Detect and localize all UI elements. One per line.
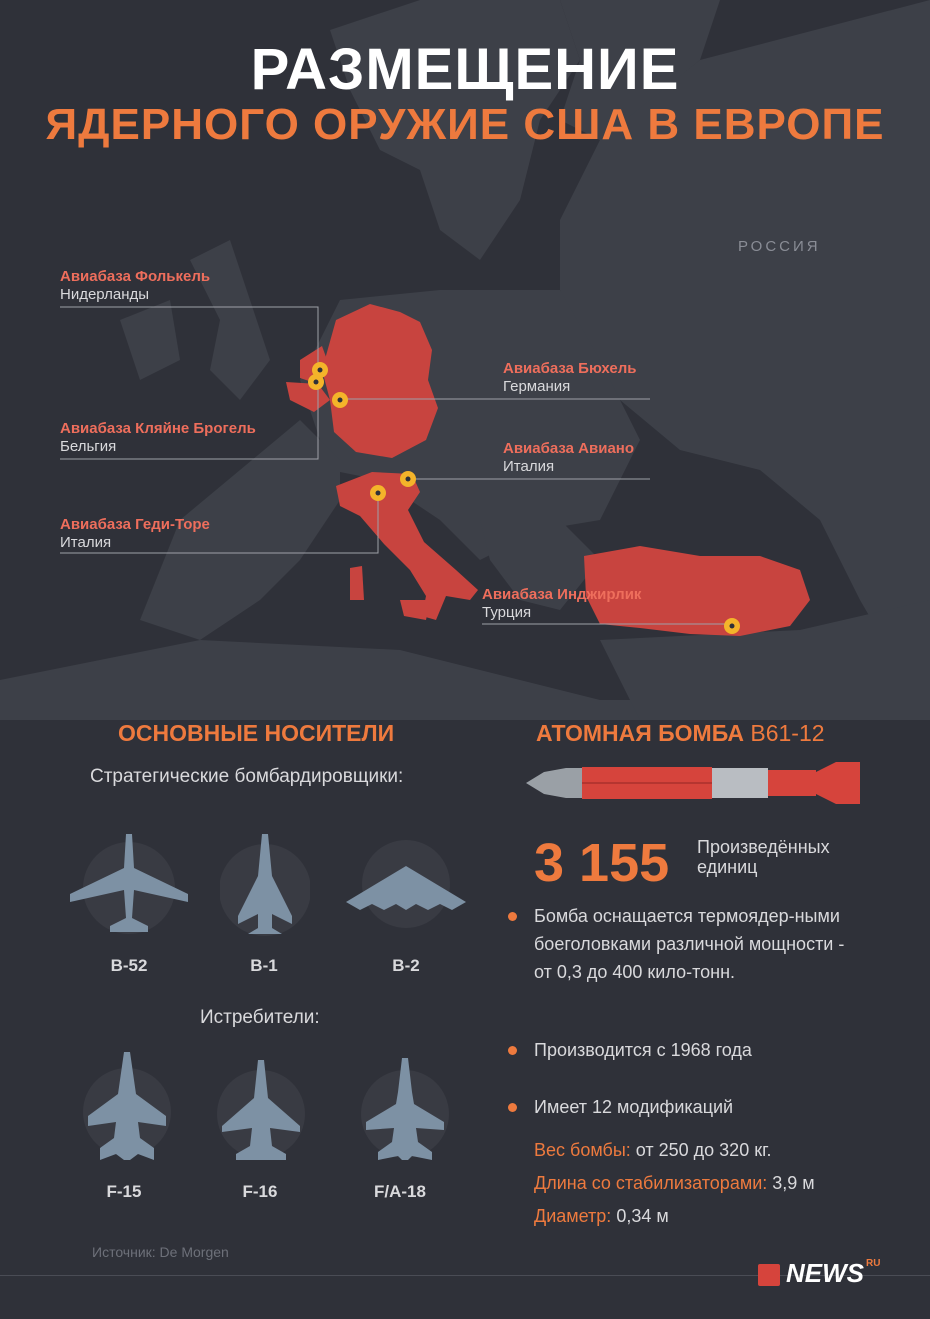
b52-icon — [68, 828, 190, 936]
fighter-label-fa18: F/A-18 — [374, 1182, 426, 1201]
bombers-label: Стратегические бомбардировщики: — [90, 766, 404, 787]
bomb-fact-2: Производится с 1968 года — [534, 1040, 752, 1060]
spec-diameter: Диаметр: 0,34 м — [534, 1206, 669, 1226]
news-logo: NEWS $^{RU}$ — [758, 1258, 880, 1289]
fighter-label-f15: F-15 — [106, 1182, 142, 1201]
base-label-kleine-brogel: Авиабаза Кляйне Брогель Бельгия — [60, 420, 256, 455]
bomber-label-b2: B-2 — [392, 956, 420, 975]
base-label-buchel: Авиабаза Бюхель Германия — [503, 360, 637, 395]
fa18-icon — [360, 1056, 450, 1164]
source-note: Источник: De Morgen — [92, 1244, 229, 1260]
b1-icon — [220, 830, 310, 938]
page-subtitle: ЯДЕРНОГО ОРУЖИЕ США В ЕВРОПЕ — [45, 100, 885, 149]
bomb-count-caption: Произведённых единиц — [697, 837, 830, 877]
carriers-title: ОСНОВНЫЕ НОСИТЕЛИ — [118, 720, 395, 746]
bullet-dot-icon — [508, 1046, 517, 1055]
b61-bomb-icon — [526, 760, 864, 806]
logo-mark-icon — [758, 1264, 780, 1286]
bullet-dot-icon — [508, 1103, 517, 1112]
bomber-label-b1: B-1 — [250, 956, 278, 975]
f15-icon — [82, 1050, 172, 1164]
base-label-incirlik: Авиабаза Инджирлик Турция — [482, 586, 642, 621]
bomb-count: 3 155 — [534, 833, 670, 893]
fighter-label-f16: F-16 — [242, 1182, 278, 1201]
map-country-label: РОССИЯ — [738, 238, 821, 255]
bomb-title: АТОМНАЯ БОМБА B61-12 — [536, 720, 825, 746]
base-label-aviano: Авиабаза Авиано Италия — [503, 440, 635, 475]
spec-weight: Вес бомбы: от 250 до 320 кг. — [534, 1140, 772, 1160]
b2-icon — [344, 840, 468, 930]
spec-length: Длина со стабилизаторами: 3,9 м — [534, 1173, 815, 1193]
bomb-fact-1: Бомба оснащается термоядер-ными боеголовками различной мощности - от 0,3 до 400 кило-тонн. — [534, 906, 845, 982]
f16-icon — [216, 1058, 306, 1164]
base-label-ghedi: Авиабаза Геди-Торе Италия — [60, 516, 210, 551]
fighters-label: Истребители: — [200, 1007, 320, 1028]
bullet-dot-icon — [508, 912, 517, 921]
bomber-label-b52: B-52 — [110, 956, 148, 975]
page-title: РАЗМЕЩЕНИЕ — [250, 37, 680, 102]
base-label-volkel: Авиабаза Фолькель Нидерланды — [60, 268, 211, 303]
bomb-fact-3: Имеет 12 модификаций — [534, 1097, 734, 1117]
